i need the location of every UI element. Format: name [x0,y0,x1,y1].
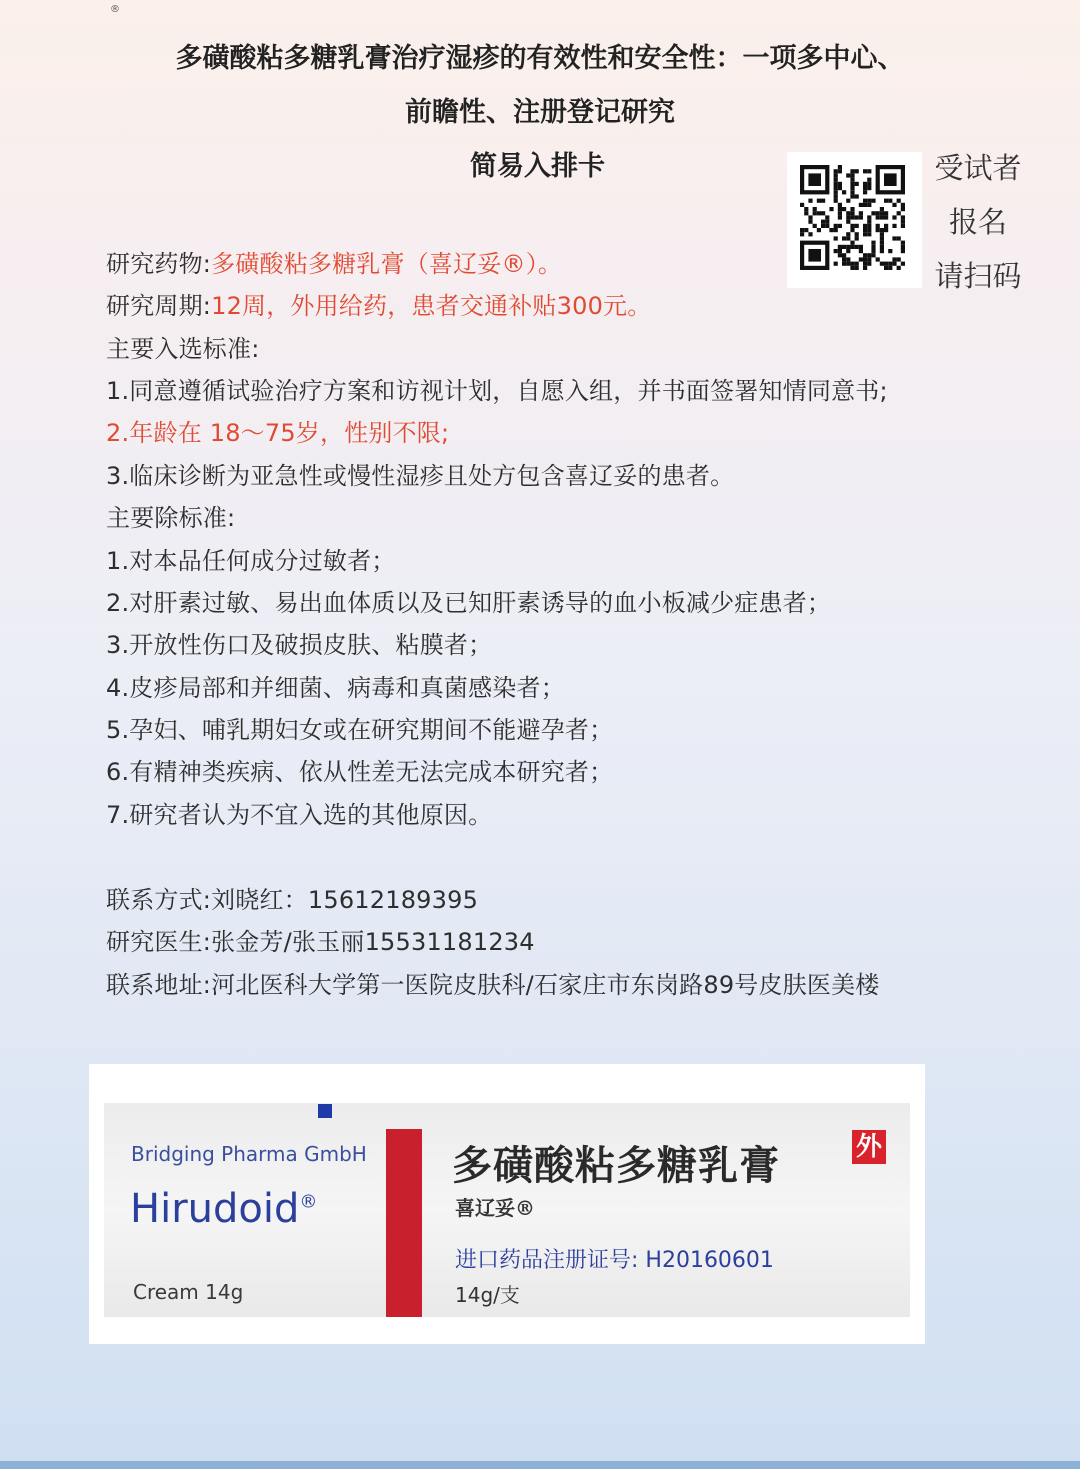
study-drug-label: 研究药物: [106,250,212,278]
study-drug-value: 多磺酸粘多糖乳膏（喜辽妥®）。 [211,250,563,278]
inclusion-item-2: 2.年龄在 18～75岁，性别不限; [106,419,450,447]
brand-text: Hirudoid [130,1186,300,1232]
registration-number: 进口药品注册证号: H20160601 [455,1248,774,1273]
qr-code-icon[interactable] [787,152,922,288]
exclusion-item-7: 7.研究者认为不宜入选的其他原因。 [106,801,493,829]
exclusion-item-3: 3.开放性伤口及破损皮肤、粘膜者； [106,631,493,659]
study-period-label: 研究周期: [106,292,212,320]
study-drug-line [106,244,562,279]
brand-registered-mark: ® [299,1191,318,1213]
package-spec: 14g/支 [455,1283,520,1307]
registered-mark: ® [110,4,120,15]
product-chinese-name: 多磺酸粘多糖乳膏 [452,1142,780,1189]
product-form: Cream 14g [133,1280,244,1304]
page-title-line-2: 前瞻性、注册登记研究 [405,97,675,128]
exclusion-item-5: 5.孕妇、哺乳期妇女或在研究期间不能避孕者； [106,716,614,744]
doctor-line: 研究医生:张金芳/张玉丽15531181234 [106,928,535,956]
inclusion-item-3: 3.临床诊断为亚急性或慢性湿疹且处方包含喜辽妥的患者。 [106,462,735,490]
external-use-badge: 外 [852,1130,886,1164]
product-chinese-brand: 喜辽妥® [455,1196,535,1220]
blue-square-mark [318,1104,332,1118]
contact-line: 联系方式:刘晓红：15612189395 [106,886,479,914]
inclusion-heading: 主要入选标准: [106,335,260,363]
exclusion-item-2: 2.对肝素过敏、易出血体质以及已知肝素诱导的血小板减少症患者； [106,589,832,617]
study-period-line [106,286,651,321]
study-period-value: 12周，外用给药，患者交通补贴300元。 [211,292,652,320]
brand-name [130,1186,317,1232]
exclusion-item-4: 4.皮疹局部和并细菌、病毒和真菌感染者； [106,674,565,702]
qr-caption-line-2: 报名 [948,205,1007,239]
page-title-line-1: 多磺酸粘多糖乳膏治疗湿疹的有效性和安全性：一项多中心、 [175,43,905,74]
address-line: 联系地址:河北医科大学第一医院皮肤科/石家庄市东岗路89号皮肤医美楼 [106,971,880,999]
inclusion-item-1: 1.同意遵循试验治疗方案和访视计划，自愿入组，并书面签署知情同意书; [106,377,888,405]
qr-caption-line-1: 受试者 [934,151,1022,185]
exclusion-item-1: 1.对本品任何成分过敏者； [106,547,396,575]
page-subtitle: 简易入排卡 [470,151,605,182]
exclusion-item-6: 6.有精神类疾病、依从性差无法完成本研究者； [106,758,614,786]
red-stripe [386,1129,422,1317]
company-name: Bridging Pharma GmbH [131,1142,367,1166]
exclusion-heading: 主要除标准: [106,504,236,532]
bottom-border [0,1461,1080,1469]
qr-caption-line-3: 请扫码 [934,259,1022,293]
